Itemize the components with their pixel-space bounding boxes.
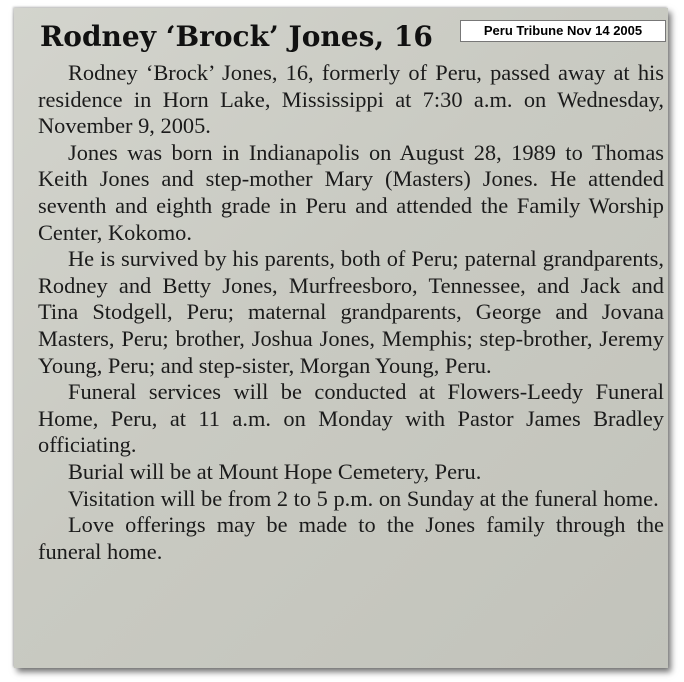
obituary-body — [38, 60, 664, 565]
source-label: Peru Tribune Nov 14 2005 — [460, 20, 666, 42]
obituary-headline: Rodney ‘Brock’ Jones, 16 — [40, 20, 433, 53]
paragraph-survivors: He is survived by his parents, both of Peru; paternal grandparents, Rodney and Betty Jones, Murfreesboro, Tennessee, and Jack and Tina Stodgell, Peru; maternal grandparents, George and Jovana Masters, Peru; brother, Joshua Jones, Memphis; step-brother, Jeremy Young, Peru; and step-sister, Morgan Young, Peru. — [38, 246, 664, 378]
paragraph-burial: Burial will be at Mount Hope Cemetery, Peru. — [68, 458, 482, 484]
paragraph-visitation: Visitation will be from 2 to 5 p.m. on Sunday at the funeral home. — [68, 485, 659, 511]
paragraph-love-offerings: Love offerings may be made to the Jones family through the funeral home. — [38, 512, 664, 564]
paragraph-funeral-services: Funeral services will be conducted at Flowers-Leedy Funeral Home, Peru, at 11 a.m. on Monday with Pastor James Bradley officiating. — [38, 379, 664, 458]
newspaper-clipping — [14, 8, 668, 668]
paragraph-death-notice: Rodney ‘Brock’ Jones, 16, formerly of Peru, passed away at his residence in Horn Lake, Mississippi at 7:30 a.m. on Wednesday, November 9, 2005. — [38, 60, 664, 139]
paragraph-birth-info: Jones was born in Indianapolis on August 28, 1989 to Thomas Keith Jones and step-mother Mary (Masters) Jones. He attended seventh and eighth grade in Peru and attended the Family Worship Center, Kokomo. — [38, 139, 664, 245]
